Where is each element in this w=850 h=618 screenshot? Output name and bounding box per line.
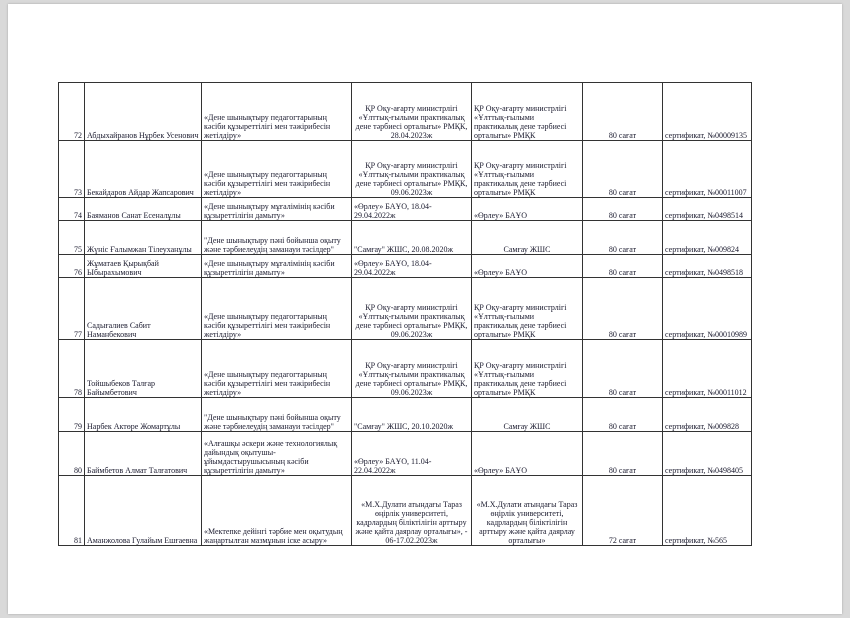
certificate-number: сертификат, №009824 [663,221,752,255]
row-number: 75 [59,221,85,255]
teacher-name: Тойшыбеков Талғар Байымбетович [85,340,202,398]
course-title: «Дене шынықтыру педагогтарының кәсіби құзыреттілігі мен тәжірибесін жетілдіру» [202,141,352,198]
teacher-name: Баймбетов Алмат Талғатович [85,432,202,476]
certificate-issuer: «Өрлеу» БАҰО [472,255,583,278]
course-title: «Дене шынықтыру педагогтарының кәсіби құзыреттілігі мен тәжірибесін жетілдіру» [202,340,352,398]
table-row [59,476,752,546]
course-organizer: "Самғау" ЖШС, 20.10.2020ж [352,398,472,432]
certificate-issuer: «Өрлеу» БАҰО [472,432,583,476]
table-row [59,340,752,398]
table-row [59,221,752,255]
row-number: 79 [59,398,85,432]
row-number: 73 [59,141,85,198]
certificate-issuer: Самғау ЖШС [472,398,583,432]
certificate-issuer: «Өрлеу» БАҰО [472,198,583,221]
table-row [59,255,752,278]
table-row [59,141,752,198]
course-organizer: «Өрлеу» БАҰО, 18.04-29.04.2022ж [352,198,472,221]
table-row [59,198,752,221]
course-title: «Алғашқы әскери және технологиялық дайындық оқытушы-ұйымдастырушысының кәсіби құзыреттілігін дамыту» [202,432,352,476]
course-title: "Дене шынықтыру пәні бойынша оқыту және тәрбиелеудің заманауи тәсілдер" [202,398,352,432]
teacher-name: Жүніс Ғалымжан Тілеуханұлы [85,221,202,255]
row-number: 72 [59,83,85,141]
course-organizer: ҚР Оқу-ағарту министрлігі «Ұлттық-ғылыми практикалық дене тәрбиесі орталығы» РМҚК, 28.04.2023ж [352,83,472,141]
certificate-number: сертификат, №00011012 [663,340,752,398]
course-organizer: "Самғау" ЖШС, 20.08.2020ж [352,221,472,255]
certificate-number: сертификат, №00010989 [663,278,752,340]
course-hours: 72 сағат [583,476,663,546]
teacher-name: Нарбек Актөре Жомартұлы [85,398,202,432]
course-title: «Дене шынықтыру мұғалімінің кәсіби құзыреттілігін дамыту» [202,198,352,221]
course-organizer: «Өрлеу» БАҰО, 18.04-29.04.2022ж [352,255,472,278]
course-hours: 80 сағат [583,83,663,141]
course-title: «Дене шынықтыру мұғалімінің кәсіби құзыреттілігін дамыту» [202,255,352,278]
certificate-number: сертификат, №00009135 [663,83,752,141]
row-number: 77 [59,278,85,340]
teacher-name: Баяманов Санат Есеналұлы [85,198,202,221]
certificate-number: сертификат, №0498518 [663,255,752,278]
document-page [8,4,842,614]
certificate-number: сертификат, №0498405 [663,432,752,476]
course-hours: 80 сағат [583,432,663,476]
course-hours: 80 сағат [583,255,663,278]
course-hours: 80 сағат [583,198,663,221]
row-number: 76 [59,255,85,278]
table-row [59,278,752,340]
training-register-table [58,82,752,546]
certificate-issuer: ҚР Оқу-ағарту министрлігі «Ұлттық-ғылыми практикалық дене тәрбиесі орталығы» РМҚК [472,141,583,198]
teacher-name: Жұматаев Қырықбай Ыбырахымович [85,255,202,278]
row-number: 74 [59,198,85,221]
table-row [59,432,752,476]
certificate-issuer: ҚР Оқу-ағарту министрлігі «Ұлттық-ғылыми практикалық дене тәрбиесі орталығы» РМҚК [472,278,583,340]
certificate-number: сертификат, №00011007 [663,141,752,198]
certificate-issuer: ҚР Оқу-ағарту министрлігі «Ұлттық-ғылыми практикалық дене тәрбиесі орталығы» РМҚК [472,83,583,141]
row-number: 80 [59,432,85,476]
table-row [59,83,752,141]
course-hours: 80 сағат [583,221,663,255]
certificate-issuer: Самғау ЖШС [472,221,583,255]
certificate-issuer: ҚР Оқу-ағарту министрлігі «Ұлттық-ғылыми практикалық дене тәрбиесі орталығы» РМҚК [472,340,583,398]
row-number: 81 [59,476,85,546]
course-title: «Дене шынықтыру педагогтарының кәсіби құзыреттілігі мен тәжірибесін жетілдіру» [202,278,352,340]
course-organizer: «Өрлеу» БАҰО, 11.04-22.04.2022ж [352,432,472,476]
course-hours: 80 сағат [583,278,663,340]
course-title: "Дене шынықтыру пәні бойынша оқыту және тәрбиелеудің заманауи тәсілдер" [202,221,352,255]
course-organizer: ҚР Оқу-ағарту министрлігі «Ұлттық-ғылыми практикалық дене тәрбиесі орталығы» РМҚК, 09.06.2023ж [352,278,472,340]
certificate-number: сертификат, №009828 [663,398,752,432]
course-organizer: ҚР Оқу-ағарту министрлігі «Ұлттық-ғылыми практикалық дене тәрбиесі орталығы» РМҚК, 09.06.2023ж [352,340,472,398]
teacher-name: Бекайдаров Айдар Жапсарович [85,141,202,198]
course-title: «Дене шынықтыру педагогтарының кәсіби құзыреттілігі мен тәжірибесін жетілдіру» [202,83,352,141]
teacher-name: Аманжолова Гулайым Ешғаевна [85,476,202,546]
course-hours: 80 сағат [583,340,663,398]
course-hours: 80 сағат [583,398,663,432]
course-organizer: ҚР Оқу-ағарту министрлігі «Ұлттық-ғылыми практикалық дене тәрбиесі орталығы» РМҚК, 09.06.2023ж [352,141,472,198]
certificate-number: сертификат, №0498514 [663,198,752,221]
course-organizer: «М.Х.Дулати атындағы Тараз өңірлік университеті, кадрлардың біліктілігін арттыру және қайта даярлау орталығы», - 06-17.02.2023ж [352,476,472,546]
teacher-name: Абдыхайранов Нұрбек Усенович [85,83,202,141]
course-title: «Мектепке дейінгі тәрбие мен оқытудың жаңартылған мазмұнын іске асыру» [202,476,352,546]
course-hours: 80 сағат [583,141,663,198]
table-row [59,398,752,432]
certificate-number: сертификат, №565 [663,476,752,546]
teacher-name: Садығалиев Сабит Наманбекович [85,278,202,340]
row-number: 78 [59,340,85,398]
certificate-issuer: «М.Х.Дулати атындағы Тараз өңірлік университеті, кадрлардың біліктілігін арттыру және қайта даярлау орталығы» [472,476,583,546]
